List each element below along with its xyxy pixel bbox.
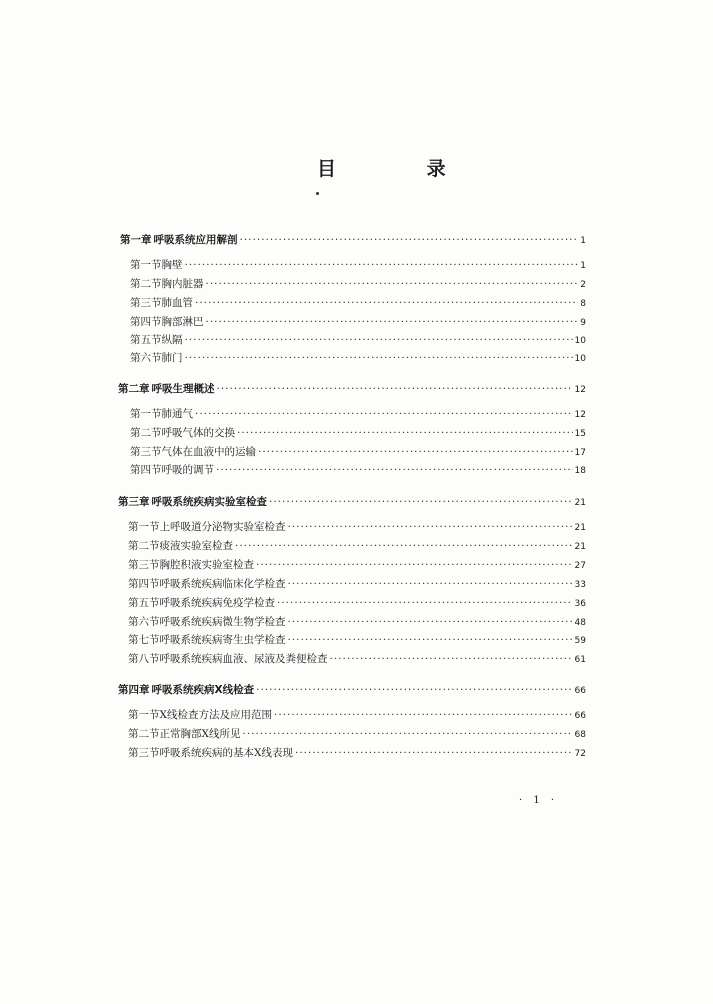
toc-section[interactable] — [128, 651, 586, 669]
chapter-number: 第三章 — [118, 496, 150, 508]
chapter-number: 第四章 — [118, 684, 150, 696]
toc-section[interactable] — [128, 595, 586, 613]
section-page-number: 18 — [574, 466, 586, 476]
section-number: 第六节 — [130, 352, 162, 364]
toc-section[interactable] — [130, 444, 586, 462]
leader-dots — [256, 559, 573, 571]
toc-chapter-2[interactable] — [118, 381, 586, 399]
section-page-number: 59 — [574, 636, 586, 646]
leader-dots — [288, 616, 573, 628]
section-page-number: 33 — [574, 580, 586, 590]
leader-dots — [216, 464, 573, 476]
chapter-number: 第二章 — [118, 383, 150, 395]
leader-dots — [195, 408, 573, 420]
chapter-title: 呼吸生理概述 — [151, 383, 215, 395]
section-title: X线检查方法及应用范围 — [159, 709, 272, 721]
section-title: 呼吸系统疾病寄生虫学检查 — [159, 634, 286, 646]
section-title: 正常胸部X线所见 — [159, 728, 241, 740]
chapter-title: 呼吸系统应用解剖 — [153, 234, 238, 246]
section-number: 第四节 — [128, 578, 160, 590]
section-title: 肺血管 — [161, 297, 193, 309]
section-page-number: 8 — [580, 299, 586, 309]
section-title: 呼吸系统疾病免疫学检查 — [159, 597, 275, 609]
toc-chapter-3[interactable] — [118, 494, 586, 512]
section-title: 肺通气 — [161, 408, 193, 420]
leader-dots — [240, 234, 579, 246]
leader-dots — [295, 747, 573, 759]
leader-dots — [185, 259, 579, 271]
leader-dots — [217, 383, 573, 395]
section-number: 第一节 — [128, 521, 160, 533]
chapter-page-number: 66 — [574, 686, 586, 696]
chapter-title: 呼吸系统疾病实验室检查 — [151, 496, 267, 508]
section-page-number: 9 — [580, 318, 586, 328]
section-number: 第四节 — [130, 316, 162, 328]
section-number: 第一节 — [130, 408, 162, 420]
section-number: 第五节 — [128, 597, 160, 609]
toc-section[interactable] — [128, 726, 586, 744]
section-page-number: 10 — [574, 354, 586, 364]
leader-dots — [256, 684, 572, 696]
toc-section[interactable] — [128, 614, 586, 632]
chapter-number: 第一章 — [120, 234, 152, 246]
section-number: 第三节 — [128, 747, 160, 759]
section-title: 呼吸的调节 — [161, 464, 214, 476]
leader-dots — [277, 597, 573, 609]
section-number: 第一节 — [130, 259, 162, 271]
toc-section[interactable] — [128, 707, 586, 725]
leader-dots — [288, 634, 573, 646]
section-title: 呼吸气体的交换 — [161, 427, 235, 439]
toc-section[interactable] — [130, 295, 586, 313]
section-page-number: 1 — [580, 261, 586, 271]
toc-section[interactable] — [130, 425, 586, 443]
section-number: 第二节 — [128, 540, 160, 552]
leader-dots — [288, 578, 573, 590]
leader-dots — [185, 334, 573, 346]
toc-section[interactable] — [130, 406, 586, 424]
section-page-number: 27 — [574, 561, 586, 571]
leader-dots — [185, 352, 573, 364]
toc-chapter-1[interactable] — [120, 232, 586, 250]
section-page-number: 10 — [574, 336, 586, 346]
leader-dots — [206, 278, 579, 290]
page-title: 目 录 — [317, 158, 488, 180]
chapter-title: 呼吸系统疾病X线检查 — [151, 684, 255, 696]
section-title: 呼吸系统疾病血液、尿液及粪便检查 — [159, 653, 328, 665]
section-page-number: 17 — [574, 448, 586, 458]
chapter-page-number: 1 — [580, 236, 586, 246]
section-title: 肺门 — [161, 352, 183, 364]
toc-section[interactable] — [128, 576, 586, 594]
leader-dots — [242, 728, 572, 740]
leader-dots — [274, 709, 573, 721]
toc-section[interactable] — [128, 557, 586, 575]
toc-section[interactable] — [130, 350, 586, 368]
toc-section[interactable] — [128, 745, 586, 763]
section-page-number: 2 — [580, 280, 586, 290]
toc-section[interactable] — [128, 632, 586, 650]
section-page-number: 66 — [574, 711, 586, 721]
leader-dots — [258, 446, 573, 458]
section-number: 第四节 — [130, 464, 162, 476]
section-page-number: 61 — [574, 655, 586, 665]
leader-dots — [330, 653, 573, 665]
chapter-page-number: 21 — [574, 498, 586, 508]
section-number: 第二节 — [130, 278, 162, 290]
section-title: 胸腔积液实验室检查 — [159, 559, 254, 571]
section-number: 第二节 — [128, 728, 160, 740]
section-number: 第三节 — [130, 446, 162, 458]
leader-dots — [195, 297, 578, 309]
toc-section[interactable] — [130, 257, 586, 275]
section-title: 上呼吸道分泌物实验室检查 — [159, 521, 286, 533]
toc-section[interactable] — [130, 332, 586, 350]
section-number: 第八节 — [128, 653, 160, 665]
scan-speck — [316, 192, 319, 195]
section-page-number: 21 — [574, 523, 586, 533]
toc-section[interactable] — [128, 519, 586, 537]
section-page-number: 21 — [574, 542, 586, 552]
section-page-number: 72 — [574, 749, 586, 759]
section-page-number: 15 — [574, 429, 586, 439]
toc-section[interactable] — [130, 462, 586, 480]
leader-dots — [237, 427, 573, 439]
leader-dots — [206, 316, 579, 328]
section-number: 第三节 — [128, 559, 160, 571]
section-page-number: 48 — [574, 618, 586, 628]
section-title: 胸壁 — [161, 259, 183, 271]
leader-dots — [269, 496, 573, 508]
section-title: 胸内脏器 — [161, 278, 204, 290]
section-number: 第一节 — [128, 709, 160, 721]
page-footer-number: · 1 · — [519, 795, 559, 806]
toc-chapter-4[interactable] — [118, 682, 586, 700]
section-title: 胸部淋巴 — [161, 316, 204, 328]
chapter-page-number: 12 — [574, 385, 586, 395]
section-title: 痰液实验室检查 — [159, 540, 233, 552]
section-page-number: 68 — [574, 730, 586, 740]
section-number: 第七节 — [128, 634, 160, 646]
section-number: 第六节 — [128, 616, 160, 628]
section-number: 第五节 — [130, 334, 162, 346]
section-number: 第二节 — [130, 427, 162, 439]
toc-section[interactable] — [130, 314, 586, 332]
section-title: 气体在血液中的运输 — [161, 446, 256, 458]
toc-section[interactable] — [128, 538, 586, 556]
section-title: 呼吸系统疾病临床化学检查 — [159, 578, 286, 590]
leader-dots — [235, 540, 573, 552]
leader-dots — [288, 521, 573, 533]
toc-section[interactable] — [130, 276, 586, 294]
section-page-number: 36 — [574, 599, 586, 609]
section-title: 呼吸系统疾病微生物学检查 — [159, 616, 286, 628]
section-title: 纵隔 — [161, 334, 183, 346]
section-page-number: 12 — [574, 410, 586, 420]
section-number: 第三节 — [130, 297, 162, 309]
section-title: 呼吸系统疾病的基本X线表现 — [159, 747, 293, 759]
